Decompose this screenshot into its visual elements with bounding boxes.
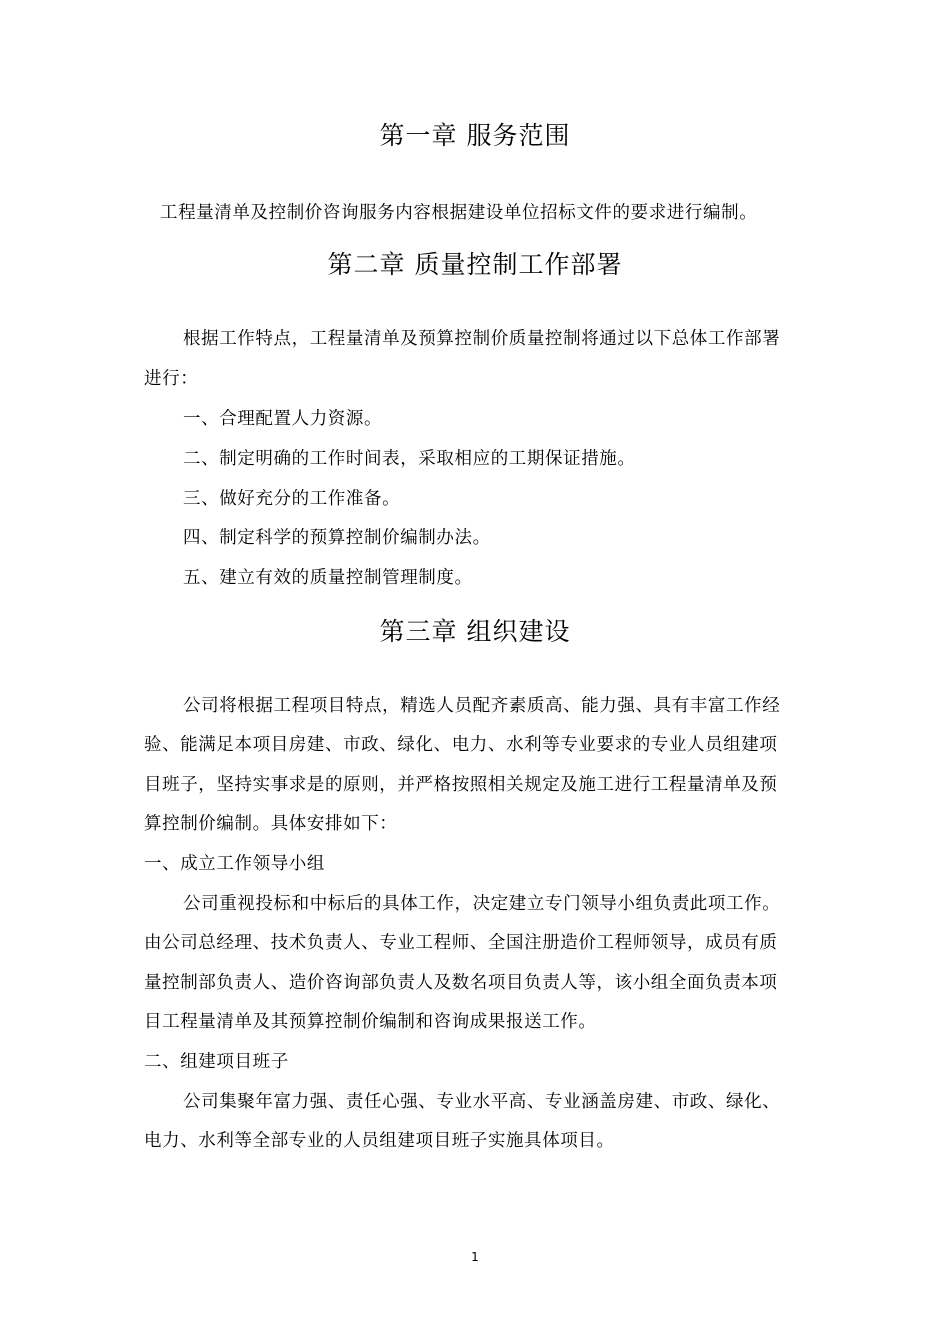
chapter-3-intro-line: 目班子，坚持实事求是的原则，并严格按照相关规定及施工进行工程量清单及预 (144, 775, 778, 795)
section-1-line: 量控制部负责人、造价咨询部负责人及数名项目负责人等，该小组全面负责本项 (144, 973, 778, 993)
list-item: 三、做好充分的工作准备。 (183, 489, 401, 509)
chapter-3-intro-line: 验、能满足本项目房建、市政、绿化、电力、水利等专业要求的专业人员组建项 (144, 735, 778, 755)
list-item: 一、合理配置人力资源。 (183, 409, 383, 429)
list-item: 五、建立有效的质量控制管理制度。 (183, 568, 473, 588)
chapter-3-intro-line: 算控制价编制。具体安排如下： (144, 814, 398, 834)
section-2-heading: 二、组建项目班子 (144, 1052, 289, 1072)
page-number: 1 (471, 1250, 479, 1264)
section-1-line: 目工程量清单及其预算控制价编制和咨询成果报送工作。 (144, 1012, 597, 1032)
chapter-3-title: 第三章 组织建设 (379, 617, 571, 646)
list-item: 四、制定科学的预算控制价编制办法。 (183, 528, 491, 548)
chapter-2-title: 第二章 质量控制工作部署 (327, 250, 623, 279)
section-2-line: 公司集聚年富力强、责任心强、专业水平高、专业涵盖房建、市政、绿化、 (183, 1092, 781, 1112)
section-1-line: 公司重视投标和中标后的具体工作，决定建立专门领导小组负责此项工作。 (183, 894, 781, 914)
chapter-3-intro-line: 公司将根据工程项目特点，精选人员配齐素质高、能力强、具有丰富工作经 (183, 696, 781, 716)
list-item: 二、制定明确的工作时间表，采取相应的工期保证措施。 (183, 449, 636, 469)
section-2-line: 电力、水利等全部专业的人员组建项目班子实施具体项目。 (144, 1131, 615, 1151)
chapter-1-title: 第一章 服务范围 (379, 121, 571, 150)
chapter-2-intro-line-2: 进行： (144, 369, 199, 389)
section-1-heading: 一、成立工作领导小组 (144, 854, 325, 874)
section-1-line: 由公司总经理、技术负责人、专业工程师、全国注册造价工程师领导，成员有质 (144, 933, 778, 953)
chapter-2-intro-line-1: 根据工作特点，工程量清单及预算控制价质量控制将通过以下总体工作部署 (183, 329, 781, 349)
chapter-1-paragraph: 工程量清单及控制价咨询服务内容根据建设单位招标文件的要求进行编制。 (160, 203, 758, 223)
